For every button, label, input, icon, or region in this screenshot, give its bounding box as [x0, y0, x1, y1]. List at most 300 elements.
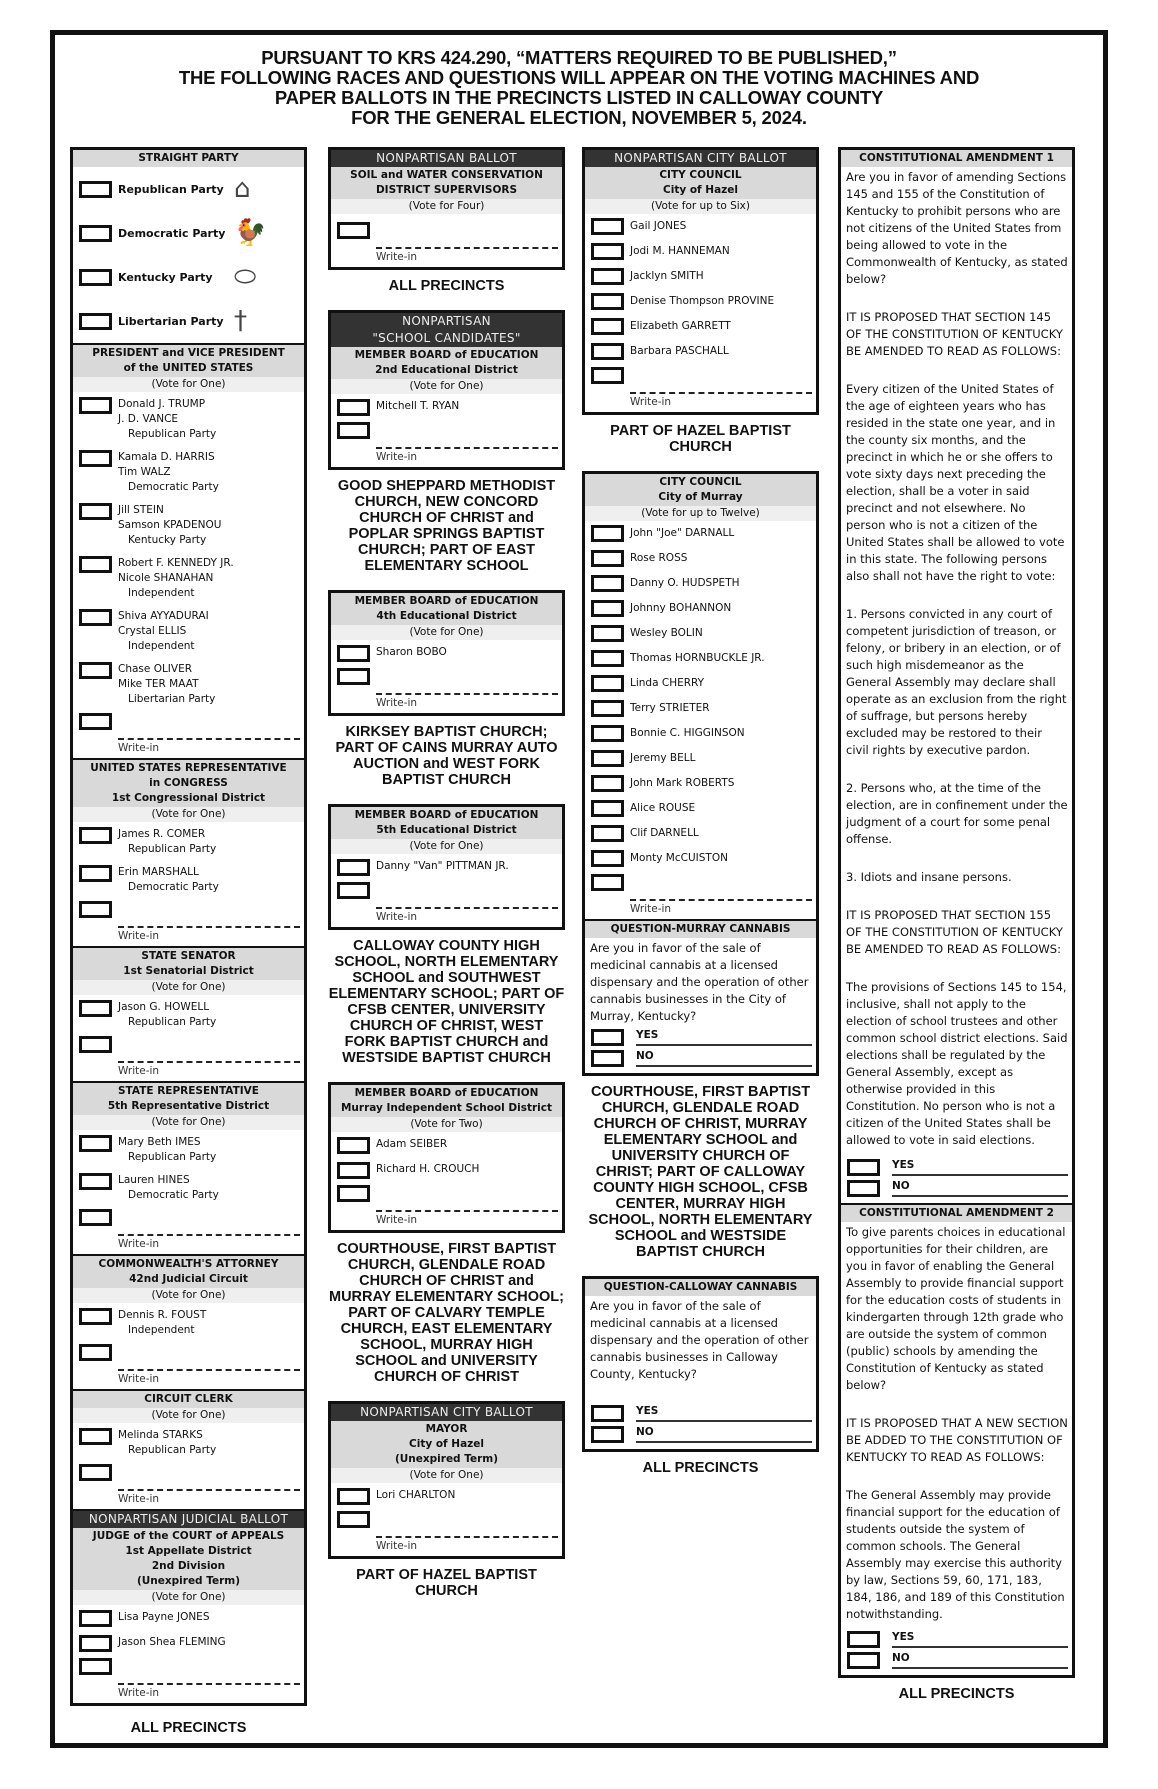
- vote-checkbox[interactable]: [337, 1185, 370, 1202]
- vote-checkbox[interactable]: [337, 645, 370, 662]
- write-in-row[interactable]: [331, 214, 562, 267]
- race-title: COMMONWEALTH'S ATTORNEY: [98, 1258, 279, 1270]
- vote-checkbox[interactable]: [591, 243, 624, 260]
- race-header: [73, 1528, 304, 1590]
- candidate-row[interactable]: [585, 821, 816, 846]
- vote-checkbox[interactable]: [79, 1635, 112, 1652]
- race-header: [73, 345, 304, 377]
- vote-checkbox[interactable]: [337, 1162, 370, 1179]
- precinct-note: ALL PRECINCTS: [130, 1720, 247, 1736]
- vote-checkbox[interactable]: [79, 397, 112, 414]
- ballot-banner: NONPARTISAN CITY BALLOT: [585, 150, 816, 167]
- vote-checkbox[interactable]: [591, 1405, 624, 1422]
- write-in-row[interactable]: [585, 364, 816, 412]
- vote-checkbox[interactable]: [847, 1652, 880, 1669]
- amendment-1: [841, 150, 1072, 1205]
- write-in-field[interactable]: [118, 730, 300, 740]
- candidate-name: Kamala D. HARRIS: [118, 451, 215, 463]
- race-title: MEMBER BOARD of EDUCATION: [354, 1087, 539, 1099]
- candidate-row[interactable]: [585, 746, 816, 771]
- running-mate-name: Crystal ELLIS: [118, 625, 187, 637]
- straight-party-option[interactable]: [73, 299, 304, 343]
- write-in-label: Write-in: [118, 1687, 160, 1699]
- yes-option[interactable]: [841, 1629, 1072, 1650]
- question-header: QUESTION-CALLOWAY CANNABIS: [585, 1279, 816, 1296]
- race-header: [73, 760, 304, 807]
- write-in-field[interactable]: [118, 1226, 300, 1236]
- write-in-label: Write-in: [118, 1493, 160, 1505]
- vote-checkbox[interactable]: [591, 550, 624, 567]
- candidate-name: Richard H. CROUCH: [376, 1163, 480, 1175]
- vote-checkbox[interactable]: [79, 827, 112, 844]
- candidate-name: Jeremy BELL: [630, 752, 696, 764]
- candidate-name: Mitchell T. RYAN: [376, 400, 460, 412]
- write-in-row[interactable]: [73, 710, 304, 758]
- race-district: 5th Representative District: [107, 1100, 270, 1112]
- vote-checkbox[interactable]: [591, 343, 624, 360]
- candidate-name: Bonnie C. HIGGINSON: [630, 727, 745, 739]
- race-term: (Unexpired Term): [136, 1575, 241, 1587]
- candidate-name: Robert F. KENNEDY JR.: [118, 557, 234, 569]
- vote-checkbox[interactable]: [591, 600, 624, 617]
- write-in-label: Write-in: [118, 742, 160, 754]
- vote-instruction: (Vote for One): [331, 379, 562, 394]
- candidate-name: Clif DARNELL: [630, 827, 699, 839]
- vote-checkbox[interactable]: [79, 1209, 112, 1226]
- candidate-party: Republican Party: [128, 1444, 217, 1456]
- yes-label: YES: [636, 1405, 812, 1422]
- write-in-row[interactable]: [331, 1508, 562, 1556]
- candidate-name: Lauren HINES: [118, 1174, 190, 1186]
- vote-checkbox[interactable]: [79, 662, 112, 679]
- write-in-row[interactable]: [73, 1461, 304, 1509]
- vote-checkbox[interactable]: [79, 556, 112, 573]
- write-in-row[interactable]: [331, 665, 562, 713]
- vote-checkbox[interactable]: [847, 1159, 880, 1176]
- vote-instruction: (Vote for One): [331, 625, 562, 640]
- title-line: PURSUANT TO KRS 424.290, “MATTERS REQUIRED TO BE PUBLISHED,”: [261, 47, 897, 68]
- race-title: MEMBER BOARD of EDUCATION: [354, 595, 539, 607]
- vote-checkbox[interactable]: [79, 1344, 112, 1361]
- write-in-label: Write-in: [376, 911, 418, 923]
- candidate-name: Jill STEIN: [118, 504, 164, 516]
- race-city: City of Hazel: [409, 1438, 484, 1450]
- candidate-name: John "Joe" DARNALL: [630, 527, 735, 539]
- column-nonpartisan: [328, 147, 565, 1615]
- vote-checkbox[interactable]: [79, 609, 112, 626]
- write-in-field[interactable]: [376, 899, 558, 909]
- vote-instruction: (Vote for One): [73, 377, 304, 392]
- race-title: STATE REPRESENTATIVE: [118, 1085, 259, 1097]
- vote-checkbox[interactable]: [79, 865, 112, 882]
- vote-checkbox[interactable]: [337, 399, 370, 416]
- party-label: Libertarian Party: [118, 314, 224, 328]
- write-in-field[interactable]: [118, 918, 300, 928]
- candidate-row[interactable]: [585, 289, 816, 314]
- vote-checkbox[interactable]: [591, 700, 624, 717]
- vote-checkbox[interactable]: [591, 575, 624, 592]
- candidate-row[interactable]: [73, 498, 304, 551]
- candidate-row[interactable]: [73, 860, 304, 898]
- candidate-party: Republican Party: [128, 843, 217, 855]
- race-city: City of Hazel: [663, 184, 738, 196]
- candidate-row[interactable]: [73, 657, 304, 710]
- vote-instruction: (Vote for One): [73, 1408, 304, 1423]
- vote-checkbox[interactable]: [591, 1029, 624, 1046]
- vote-checkbox[interactable]: [79, 313, 112, 330]
- candidate-party: Democratic Party: [128, 881, 219, 893]
- write-in-row[interactable]: [331, 879, 562, 927]
- write-in-row[interactable]: [585, 871, 816, 919]
- calloway-cannabis-question: [582, 1276, 819, 1452]
- log-cabin-icon: ⌂: [234, 174, 251, 204]
- candidate-row[interactable]: [73, 551, 304, 604]
- precinct-note: PART OF HAZEL BAPTIST CHURCH: [356, 1567, 537, 1599]
- candidate-row[interactable]: [73, 604, 304, 657]
- race-title: CITY COUNCIL: [659, 476, 742, 488]
- vote-instruction: (Vote for Two): [331, 1117, 562, 1132]
- candidate-row[interactable]: [585, 214, 816, 239]
- candidate-row[interactable]: [331, 640, 562, 665]
- vote-checkbox[interactable]: [591, 825, 624, 842]
- murray-cannabis-question: [585, 921, 816, 1073]
- vote-checkbox[interactable]: [591, 725, 624, 742]
- write-in-row[interactable]: [331, 419, 562, 467]
- candidate-row[interactable]: [73, 995, 304, 1033]
- vote-checkbox[interactable]: [79, 269, 112, 286]
- amendment-header: CONSTITUTIONAL AMENDMENT 1: [841, 150, 1072, 167]
- amendment-2: [841, 1205, 1072, 1675]
- race-subtitle: in CONGRESS: [149, 777, 228, 789]
- vote-checkbox[interactable]: [847, 1180, 880, 1197]
- candidate-name: Erin MARSHALL: [118, 866, 199, 878]
- question-text: Are you in favor of the sale of medicinal cannabis at a licensed dispensary and the operation of other cannabis businesses in Calloway County, Kentucky?: [590, 1299, 809, 1381]
- candidate-row[interactable]: [331, 1157, 562, 1182]
- vote-checkbox[interactable]: [337, 668, 370, 685]
- race-header: [585, 167, 816, 199]
- candidate-row[interactable]: [585, 264, 816, 289]
- write-in-field[interactable]: [118, 1481, 300, 1491]
- vote-checkbox[interactable]: [79, 1173, 112, 1190]
- candidate-row[interactable]: [585, 339, 816, 364]
- write-in-label: Write-in: [630, 903, 672, 915]
- candidate-name: Thomas HORNBUCKLE JR.: [630, 652, 765, 664]
- race-title: CITY COUNCIL: [659, 169, 742, 181]
- vote-checkbox[interactable]: [591, 775, 624, 792]
- candidate-row[interactable]: [73, 445, 304, 498]
- vote-checkbox[interactable]: [591, 800, 624, 817]
- candidate-row[interactable]: [585, 314, 816, 339]
- candidate-party: Republican Party: [128, 428, 217, 440]
- ballot-banner: NONPARTISAN BALLOT: [331, 150, 562, 167]
- yes-option[interactable]: [585, 1027, 816, 1048]
- vote-checkbox[interactable]: [591, 318, 624, 335]
- candidate-row[interactable]: [331, 1483, 562, 1508]
- write-in-field[interactable]: [118, 1675, 300, 1685]
- race-header: [331, 1085, 562, 1117]
- soil-water-race: [328, 147, 565, 270]
- vote-checkbox[interactable]: [591, 525, 624, 542]
- straight-party-option[interactable]: [73, 167, 304, 211]
- candidate-row[interactable]: [73, 1605, 304, 1630]
- candidate-name: Sharon BOBO: [376, 646, 447, 658]
- candidate-row[interactable]: [73, 1423, 304, 1461]
- race-district: Murray Independent School District: [340, 1102, 552, 1114]
- vote-checkbox[interactable]: [591, 268, 624, 285]
- write-in-label: Write-in: [376, 697, 418, 709]
- race-title: PRESIDENT and VICE PRESIDENT: [92, 347, 285, 359]
- candidate-name: Jason Shea FLEMING: [118, 1636, 226, 1648]
- vote-checkbox[interactable]: [591, 218, 624, 235]
- candidate-name: Danny O. HUDSPETH: [630, 577, 740, 589]
- candidate-name: Johnny BOHANNON: [630, 602, 732, 614]
- race-district: 42nd Judicial Circuit: [129, 1273, 248, 1285]
- candidate-name: Mary Beth IMES: [118, 1136, 201, 1148]
- vote-checkbox[interactable]: [79, 1000, 112, 1017]
- write-in-label: Write-in: [376, 251, 418, 263]
- running-mate-name: Mike TER MAAT: [118, 678, 199, 690]
- vote-checkbox[interactable]: [79, 181, 112, 198]
- race-header: [331, 167, 562, 199]
- vote-instruction: (Vote for One): [73, 1115, 304, 1130]
- race-district: 1st Senatorial District: [123, 965, 254, 977]
- vote-checkbox[interactable]: [591, 850, 624, 867]
- running-mate-name: Nicole SHANAHAN: [118, 572, 214, 584]
- vote-checkbox[interactable]: [79, 1610, 112, 1627]
- candidate-row[interactable]: [585, 771, 816, 796]
- vote-checkbox[interactable]: [337, 1137, 370, 1154]
- vote-checkbox[interactable]: [847, 1631, 880, 1648]
- vote-checkbox[interactable]: [79, 713, 112, 730]
- precinct-note: KIRKSEY BAPTIST CHURCH; PART OF CAINS MURRAY AUTO AUCTION and WEST FORK BAPTIST CHURCH: [335, 724, 558, 788]
- banner-line: "SCHOOL CANDIDATES": [372, 331, 521, 345]
- write-in-row[interactable]: [331, 1182, 562, 1230]
- vote-checkbox[interactable]: [79, 503, 112, 520]
- state-senator-race: [73, 948, 304, 1083]
- race-header: [73, 1256, 304, 1288]
- amendment-text: 3. Idiots and insane persons.: [846, 870, 1012, 884]
- vote-checkbox[interactable]: [591, 293, 624, 310]
- write-in-field[interactable]: [376, 439, 558, 449]
- candidate-row[interactable]: [73, 1168, 304, 1206]
- candidate-party: Democratic Party: [128, 481, 219, 493]
- running-mate-name: Samson KPADENOU: [118, 519, 222, 531]
- vote-instruction: (Vote for One): [331, 839, 562, 854]
- precinct-note: ALL PRECINCTS: [388, 278, 505, 294]
- race-district: 5th Educational District: [376, 824, 517, 836]
- vote-checkbox[interactable]: [79, 1036, 112, 1053]
- vote-checkbox[interactable]: [337, 859, 370, 876]
- candidate-name: Lisa Payne JONES: [118, 1611, 210, 1623]
- precinct-note: GOOD SHEPPARD METHODIST CHURCH, NEW CONCORD CHURCH OF CHRIST and POPLAR SPRINGS BAPTIST CHURCH; PART OF EAST ELEMENTARY SCHOOL: [337, 478, 556, 574]
- party-label: Kentucky Party: [118, 270, 213, 284]
- ballot-banner: NONPARTISAN CITY BALLOT: [331, 1404, 562, 1421]
- yes-option[interactable]: [841, 1157, 1072, 1178]
- write-in-label: Write-in: [118, 1065, 160, 1077]
- candidate-name: Gail JONES: [630, 220, 687, 232]
- amendment-text: IT IS PROPOSED THAT A NEW SECTION BE ADDED TO THE CONSTITUTION OF KENTUCKY TO READ AS FOLLOWS:: [846, 1416, 1068, 1464]
- straight-party-section: [73, 150, 304, 345]
- hazel-council-race: [582, 147, 819, 415]
- candidate-row[interactable]: [585, 671, 816, 696]
- yes-option[interactable]: [585, 1403, 816, 1424]
- vote-instruction: (Vote for Four): [331, 199, 562, 214]
- vote-checkbox[interactable]: [591, 1426, 624, 1443]
- race-title: MEMBER BOARD of EDUCATION: [354, 349, 539, 361]
- race-division: 2nd Division: [151, 1560, 226, 1572]
- vote-instruction: (Vote for up to Twelve): [585, 506, 816, 521]
- race-title: UNITED STATES REPRESENTATIVE: [90, 762, 287, 774]
- write-in-field[interactable]: [630, 384, 812, 394]
- no-option[interactable]: [585, 1424, 816, 1449]
- ballot-banner: NONPARTISAN JUDICIAL BALLOT: [73, 1511, 304, 1528]
- write-in-field[interactable]: [630, 891, 812, 901]
- vote-checkbox[interactable]: [79, 1135, 112, 1152]
- candidate-row[interactable]: [585, 696, 816, 721]
- vote-checkbox[interactable]: [79, 450, 112, 467]
- amendment-text: The General Assembly may provide financial support for the education of students outside the system of common schools. The General Assembly may exercise this authority by law, Sections 59, 60, 171, 183, 184, 186, and 189 of this Constitution notwithstanding.: [846, 1488, 1065, 1621]
- race-title: JUDGE of the COURT of APPEALS: [92, 1530, 285, 1542]
- vote-checkbox[interactable]: [591, 675, 624, 692]
- candidate-row[interactable]: [73, 1130, 304, 1168]
- candidate-row[interactable]: [585, 846, 816, 871]
- candidate-row[interactable]: [585, 239, 816, 264]
- vote-checkbox[interactable]: [79, 1428, 112, 1445]
- yes-label: YES: [636, 1029, 812, 1046]
- straight-party-option[interactable]: [73, 255, 304, 299]
- section-header: STRAIGHT PARTY: [73, 150, 304, 167]
- candidate-row[interactable]: [585, 621, 816, 646]
- write-in-label: Write-in: [376, 1540, 418, 1552]
- vote-checkbox[interactable]: [337, 1488, 370, 1505]
- write-in-field[interactable]: [118, 1053, 300, 1063]
- candidate-name: Jason G. HOWELL: [118, 1001, 210, 1013]
- candidate-row[interactable]: [73, 822, 304, 860]
- vote-checkbox[interactable]: [591, 750, 624, 767]
- commonwealth-attorney-race: [73, 1256, 304, 1391]
- amendment-text: 2. Persons who, at the time of the election, are in confinement under the judgment of a court for some penal offense.: [846, 781, 1068, 846]
- vote-checkbox[interactable]: [591, 367, 624, 384]
- vote-checkbox[interactable]: [79, 901, 112, 918]
- rooster-icon: 🐓: [234, 218, 267, 248]
- yes-label: YES: [892, 1631, 1068, 1648]
- vote-checkbox[interactable]: [337, 222, 370, 239]
- amendment-text: IT IS PROPOSED THAT SECTION 155 OF THE CONSTITUTION OF KENTUCKY BE AMENDED TO READ AS FOLLOWS:: [846, 908, 1063, 956]
- torch-icon: †: [234, 306, 247, 336]
- school-race-2nd: [328, 310, 565, 470]
- write-in-field[interactable]: [376, 239, 558, 249]
- straight-party-option[interactable]: [73, 211, 304, 255]
- candidate-party: Democratic Party: [128, 1189, 219, 1201]
- candidate-name: Danny "Van" PITTMAN JR.: [376, 860, 509, 872]
- vote-checkbox[interactable]: [79, 1464, 112, 1481]
- candidate-name: Denise Thompson PROVINE: [630, 295, 775, 307]
- amendment-text: Are you in favor of amending Sections 145 and 155 of the Constitution of Kentucky to prohibit persons who are not citizens of the United States from being allowed to vote in the Commonwealth of Kentucky, as stated below?: [846, 170, 1068, 286]
- vote-checkbox[interactable]: [591, 650, 624, 667]
- write-in-field[interactable]: [376, 1202, 558, 1212]
- president-race: [73, 345, 304, 760]
- candidate-row[interactable]: [73, 1630, 304, 1655]
- amendment-text: To give parents choices in educational opportunities for their children, are you in favor of enabling the General Assembly to provide financial support for the education costs of students in kindergarten through 12th grade who are outside the system of common (public) schools by amending the Constitution of Kentucky as stated below?: [846, 1225, 1066, 1392]
- amendment-text: 1. Persons convicted in any court of competent jurisdiction of treason, or felony, or bribery in an election, or of such high misdemeanor as the General Assembly may declare shall operate as an exclusion from the right of suffrage, but persons hereby excluded may be restored to their civil rights by executive pardon.: [846, 607, 1067, 757]
- no-option[interactable]: [841, 1650, 1072, 1675]
- write-in-label: Write-in: [376, 1214, 418, 1226]
- race-header: [331, 1421, 562, 1468]
- running-mate-name: J. D. VANCE: [118, 413, 179, 425]
- vote-instruction: (Vote for One): [73, 980, 304, 995]
- write-in-row[interactable]: [73, 1341, 304, 1389]
- write-in-field[interactable]: [376, 685, 558, 695]
- school-race-5th: [328, 804, 565, 930]
- no-option[interactable]: [585, 1048, 816, 1073]
- vote-checkbox[interactable]: [337, 1511, 370, 1528]
- vote-checkbox[interactable]: [79, 1308, 112, 1325]
- vote-checkbox[interactable]: [337, 882, 370, 899]
- race-title: SOIL and WATER CONSERVATION: [350, 169, 543, 181]
- vote-checkbox[interactable]: [591, 625, 624, 642]
- vote-checkbox[interactable]: [591, 1050, 624, 1067]
- title-line: THE FOLLOWING RACES AND QUESTIONS WILL APPEAR ON THE VOTING MACHINES AND: [178, 67, 980, 88]
- write-in-field[interactable]: [376, 1528, 558, 1538]
- candidate-name: Adam SEIBER: [376, 1138, 448, 1150]
- murray-council-race: [585, 474, 816, 921]
- write-in-row[interactable]: [73, 898, 304, 946]
- write-in-row[interactable]: [73, 1206, 304, 1254]
- vote-instruction: (Vote for One): [73, 807, 304, 822]
- write-in-row[interactable]: [73, 1655, 304, 1703]
- candidate-row[interactable]: [585, 571, 816, 596]
- judicial-race: [73, 1511, 304, 1703]
- candidate-row[interactable]: [585, 721, 816, 746]
- candidate-row[interactable]: [585, 596, 816, 621]
- candidate-name: Alice ROUSE: [630, 802, 696, 814]
- candidate-name: Terry STRIETER: [630, 702, 710, 714]
- candidate-row[interactable]: [73, 392, 304, 445]
- no-label: NO: [892, 1652, 1068, 1669]
- race-header: [331, 347, 562, 379]
- no-label: NO: [636, 1050, 812, 1067]
- write-in-row[interactable]: [73, 1033, 304, 1081]
- candidate-row[interactable]: [331, 1132, 562, 1157]
- kentucky-outline-icon: ⬭: [234, 261, 257, 292]
- vote-checkbox[interactable]: [79, 1658, 112, 1675]
- candidate-row[interactable]: [331, 394, 562, 419]
- race-district: 4th Educational District: [376, 610, 517, 622]
- candidate-party: Independent: [128, 1324, 195, 1336]
- amendments-box: [838, 147, 1075, 1678]
- vote-checkbox[interactable]: [79, 225, 112, 242]
- candidate-row[interactable]: [585, 796, 816, 821]
- candidate-party: Kentucky Party: [128, 534, 207, 546]
- candidate-row[interactable]: [73, 1303, 304, 1341]
- no-option[interactable]: [841, 1178, 1072, 1203]
- no-label: NO: [892, 1180, 1068, 1197]
- page-title: [55, 48, 1103, 128]
- banner-line: NONPARTISAN: [402, 314, 491, 328]
- write-in-label: Write-in: [118, 1238, 160, 1250]
- candidate-row[interactable]: [585, 646, 816, 671]
- vote-instruction: (Vote for One): [73, 1288, 304, 1303]
- candidate-row[interactable]: [331, 854, 562, 879]
- vote-checkbox[interactable]: [337, 422, 370, 439]
- candidate-row[interactable]: [585, 546, 816, 571]
- vote-checkbox[interactable]: [591, 874, 624, 891]
- candidate-row[interactable]: [585, 521, 816, 546]
- partisan-ballot: [70, 147, 307, 1706]
- write-in-field[interactable]: [118, 1361, 300, 1371]
- race-title: STATE SENATOR: [141, 950, 236, 962]
- race-header: [73, 1083, 304, 1115]
